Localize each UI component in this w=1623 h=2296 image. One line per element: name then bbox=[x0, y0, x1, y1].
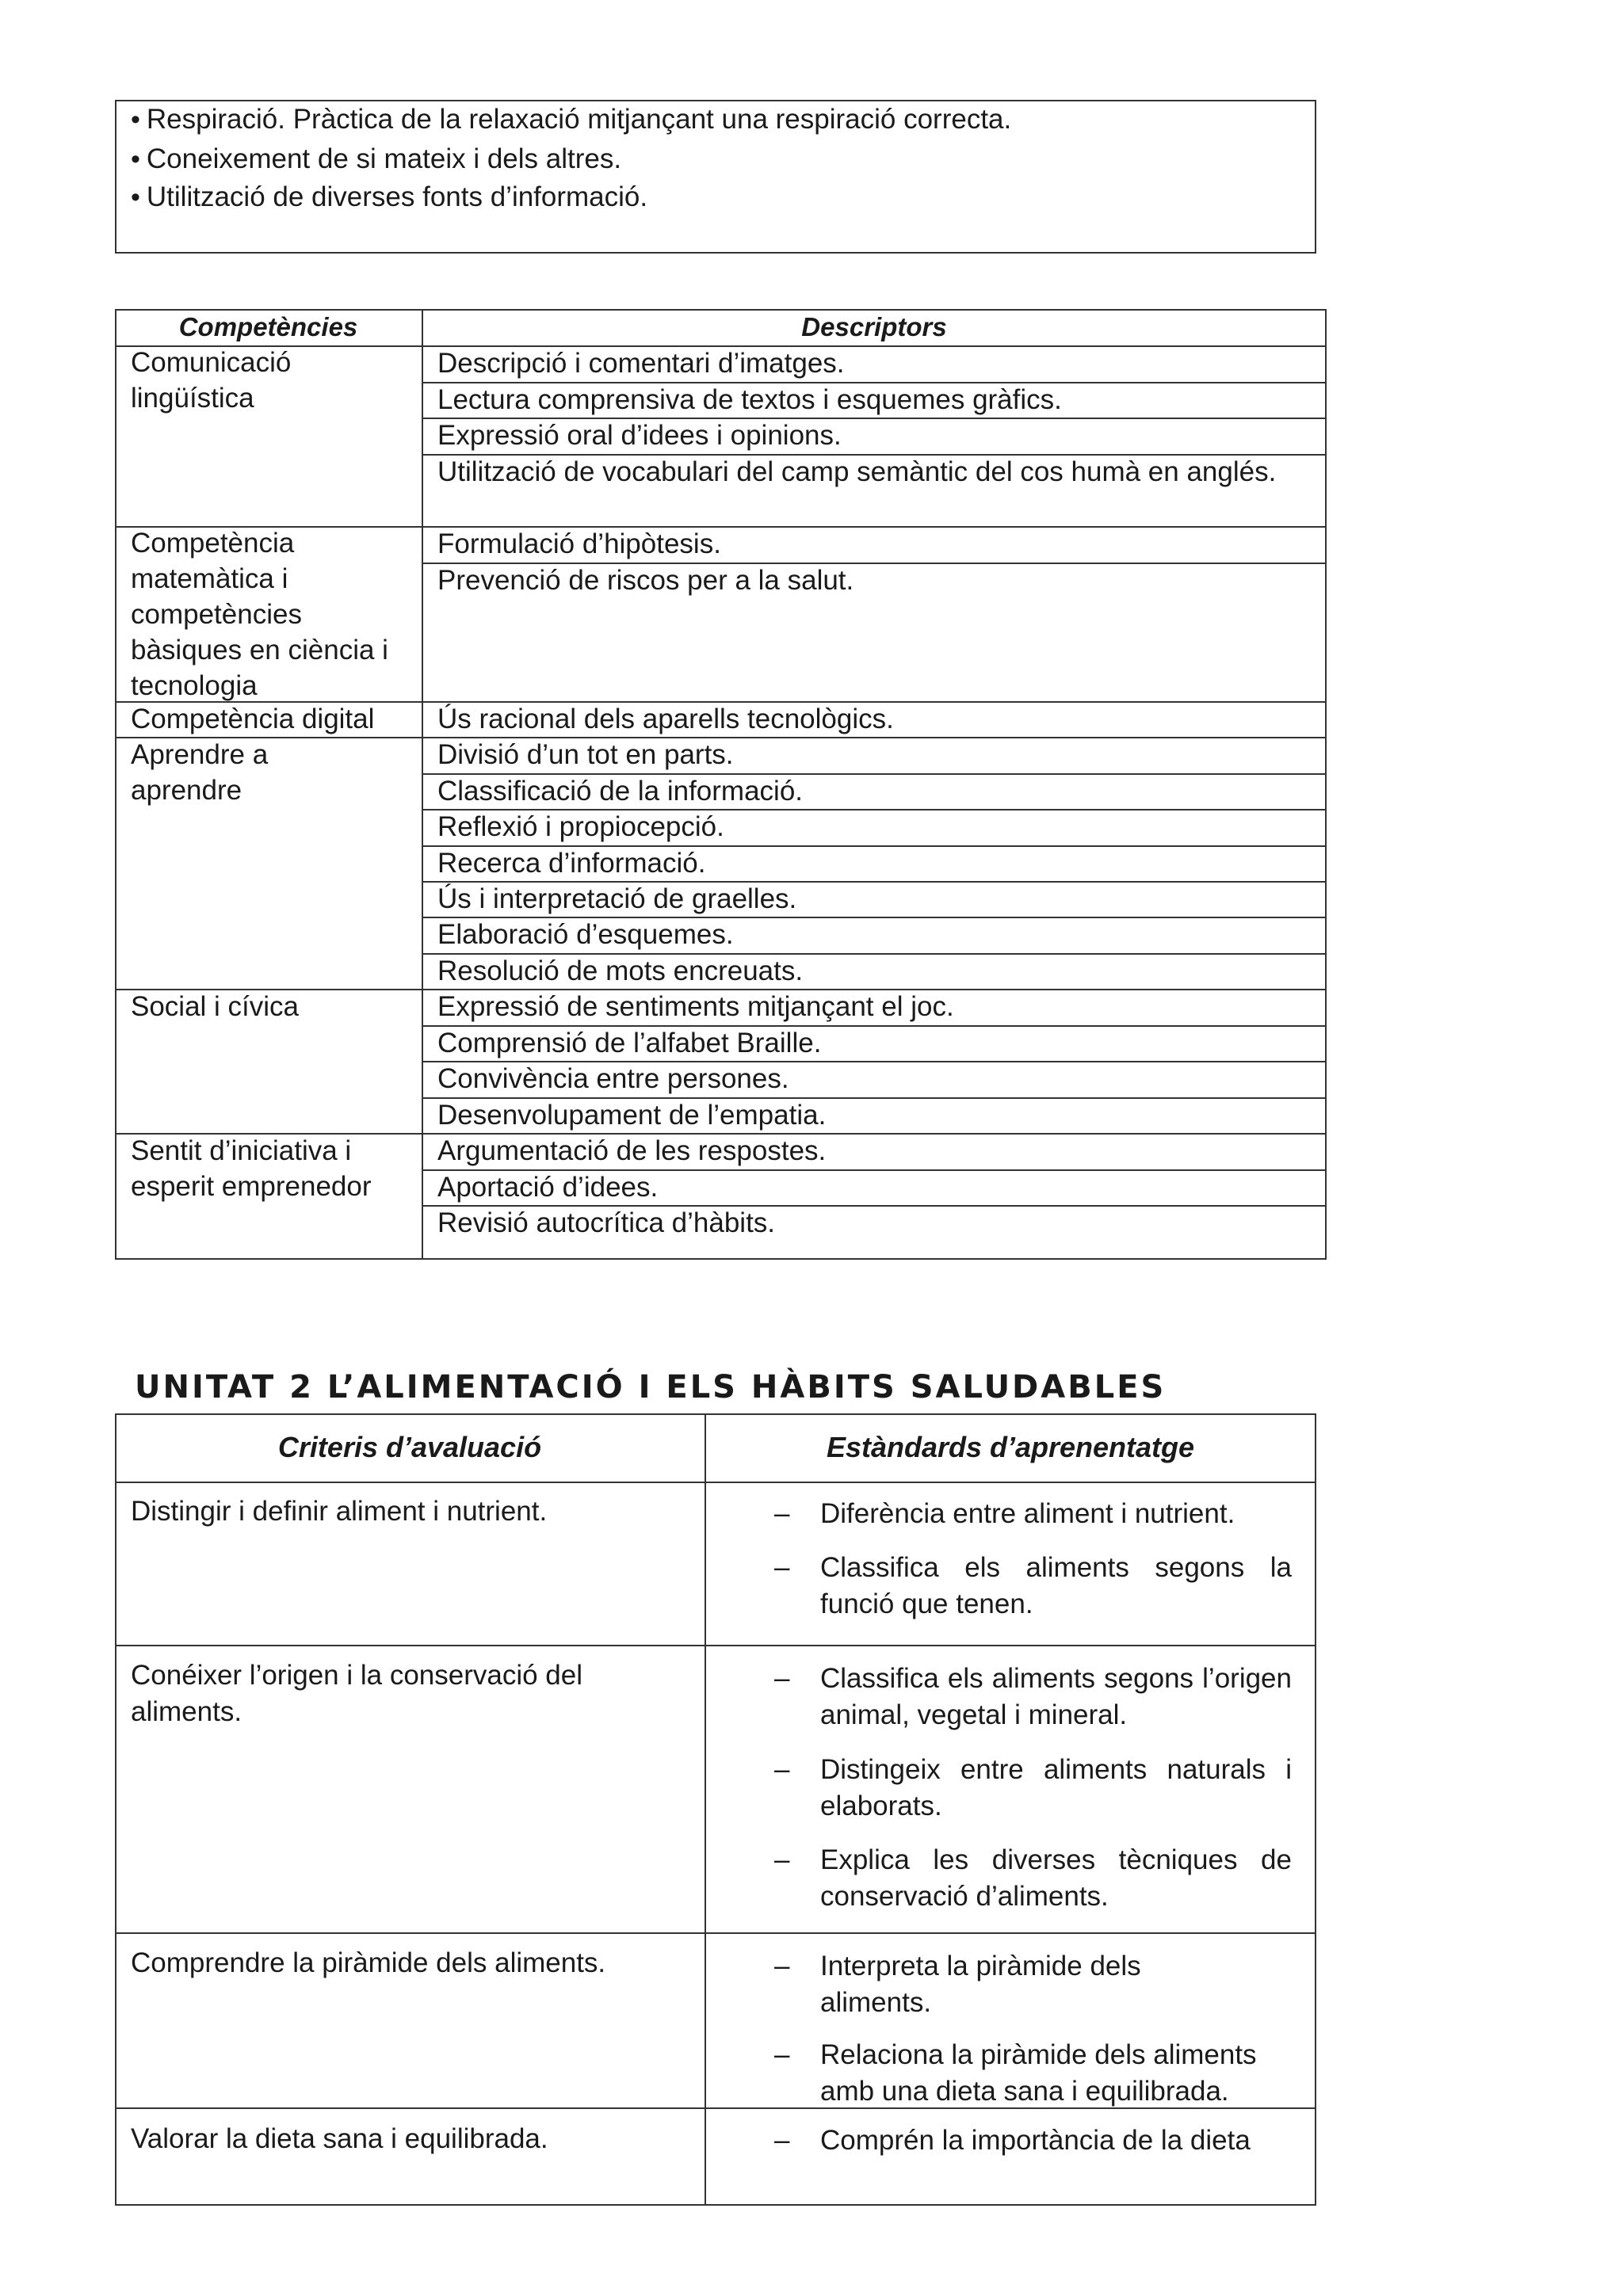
competence-name: Sentit d’iniciativa i esperit emprenedor bbox=[131, 1135, 372, 1202]
standard-item bbox=[774, 1948, 1232, 2021]
header-standards: Estàndards d’aprenentatge bbox=[826, 1431, 1195, 1463]
list-item: • Utilització de diverses fonts d’informació. bbox=[131, 181, 647, 213]
descriptor: Argumentació de les respostes. bbox=[437, 1135, 827, 1166]
descriptor: Resolució de mots encreuats. bbox=[437, 955, 804, 986]
standard-item bbox=[774, 1496, 1292, 1532]
criterion: Conéixer l’origen i la conservació del aliments. bbox=[131, 1660, 583, 1727]
descriptor: Reflexió i propiocepció. bbox=[437, 811, 724, 842]
descriptor: Expressió oral d’idees i opinions. bbox=[437, 420, 842, 451]
unit2-table bbox=[115, 1413, 1316, 2206]
descriptor: Formulació d’hipòtesis. bbox=[437, 528, 721, 559]
standard-item bbox=[774, 1550, 1292, 1623]
dash-marker: – bbox=[774, 2125, 790, 2156]
descriptor: Lectura comprensiva de textos i esquemes gràfics. bbox=[437, 384, 1062, 415]
descriptor: Expressió de sentiments mitjançant el joc. bbox=[437, 991, 954, 1022]
list-item: • Coneixement de si mateix i dels altres. bbox=[131, 143, 621, 175]
descriptor: Revisió autocrítica d’hàbits. bbox=[437, 1207, 776, 1238]
competence-name: Comunicació lingüística bbox=[131, 347, 292, 414]
criterion: Valorar la dieta sana i equilibrada. bbox=[131, 2123, 548, 2154]
standard-item bbox=[774, 2037, 1292, 2110]
descriptor: Recerca d’informació. bbox=[437, 848, 706, 879]
standard-text: Distingeix entre aliments naturals i elaborats. bbox=[820, 1754, 1292, 1821]
competence-name: Aprendre a aprendre bbox=[131, 739, 269, 806]
dash-marker: – bbox=[774, 1663, 790, 1694]
descriptor: Elaboració d’esquemes. bbox=[437, 919, 734, 950]
dash-marker: – bbox=[774, 1498, 790, 1529]
standard-item bbox=[774, 1842, 1292, 1915]
list-item: • Respiració. Pràctica de la relaxació mitjançant una respiració correcta. bbox=[131, 104, 1011, 135]
standard-item bbox=[774, 2122, 1296, 2159]
competence-name: Competència digital bbox=[131, 704, 375, 734]
descriptor: Desenvolupament de l’empatia. bbox=[437, 1100, 827, 1131]
standard-text: Comprén la importància de la dieta bbox=[820, 2125, 1251, 2156]
dash-marker: – bbox=[774, 1552, 790, 1583]
dash-marker: – bbox=[774, 1951, 790, 1981]
competencies-table bbox=[115, 309, 1327, 1260]
criterion: Comprendre la piràmide dels aliments. bbox=[131, 1947, 606, 1978]
descriptor: Prevenció de riscos per a la salut. bbox=[437, 565, 854, 596]
descriptor: Ús i interpretació de graelles. bbox=[437, 883, 797, 914]
dash-marker: – bbox=[774, 1844, 790, 1875]
descriptor: Utilització de vocabulari del camp semàntic del cos humà en anglés. bbox=[437, 456, 1277, 487]
descriptor: Aportació d’idees. bbox=[437, 1172, 659, 1203]
standard-text: Classifica els aliments segons la funció que tenen. bbox=[820, 1552, 1292, 1619]
dash-marker: – bbox=[774, 1754, 790, 1785]
dash-marker: – bbox=[774, 2039, 790, 2070]
standard-item bbox=[774, 1661, 1292, 1733]
standard-item bbox=[774, 1752, 1292, 1825]
header-descriptors: Descriptors bbox=[801, 312, 947, 341]
standard-text: Diferència entre aliment i nutrient. bbox=[820, 1498, 1235, 1529]
standard-text: Relaciona la piràmide dels aliments amb una dieta sana i equilibrada. bbox=[820, 2039, 1257, 2107]
competence-name: Competència matemàtica i competències bàsiques en ciència i tecnologia bbox=[131, 528, 388, 701]
standard-text: Classifica els aliments segons l’origen animal, vegetal i mineral. bbox=[820, 1663, 1292, 1730]
descriptor: Convivència entre persones. bbox=[437, 1063, 789, 1094]
objectives-box bbox=[115, 100, 1316, 254]
criterion: Distingir i definir aliment i nutrient. bbox=[131, 1496, 548, 1527]
descriptor: Ús racional dels aparells tecnològics. bbox=[437, 704, 894, 734]
standard-text: Explica les diverses tècniques de conservació d’aliments. bbox=[820, 1844, 1292, 1912]
competence-name: Social i cívica bbox=[131, 991, 300, 1022]
header-competencies: Competències bbox=[178, 312, 358, 341]
descriptor: Divisió d’un tot en parts. bbox=[437, 739, 734, 770]
descriptor: Classificació de la informació. bbox=[437, 776, 804, 807]
standard-text: Interpreta la piràmide dels aliments. bbox=[820, 1951, 1141, 2018]
header-criteria: Criteris d’avaluació bbox=[277, 1431, 542, 1463]
unit-title: UNITAT 2 L’ALIMENTACIÓ I ELS HÀBITS SALUDABLES bbox=[135, 1369, 1167, 1405]
descriptor: Comprensió de l’alfabet Braille. bbox=[437, 1028, 822, 1058]
descriptor: Descripció i comentari d’imatges. bbox=[437, 348, 845, 379]
